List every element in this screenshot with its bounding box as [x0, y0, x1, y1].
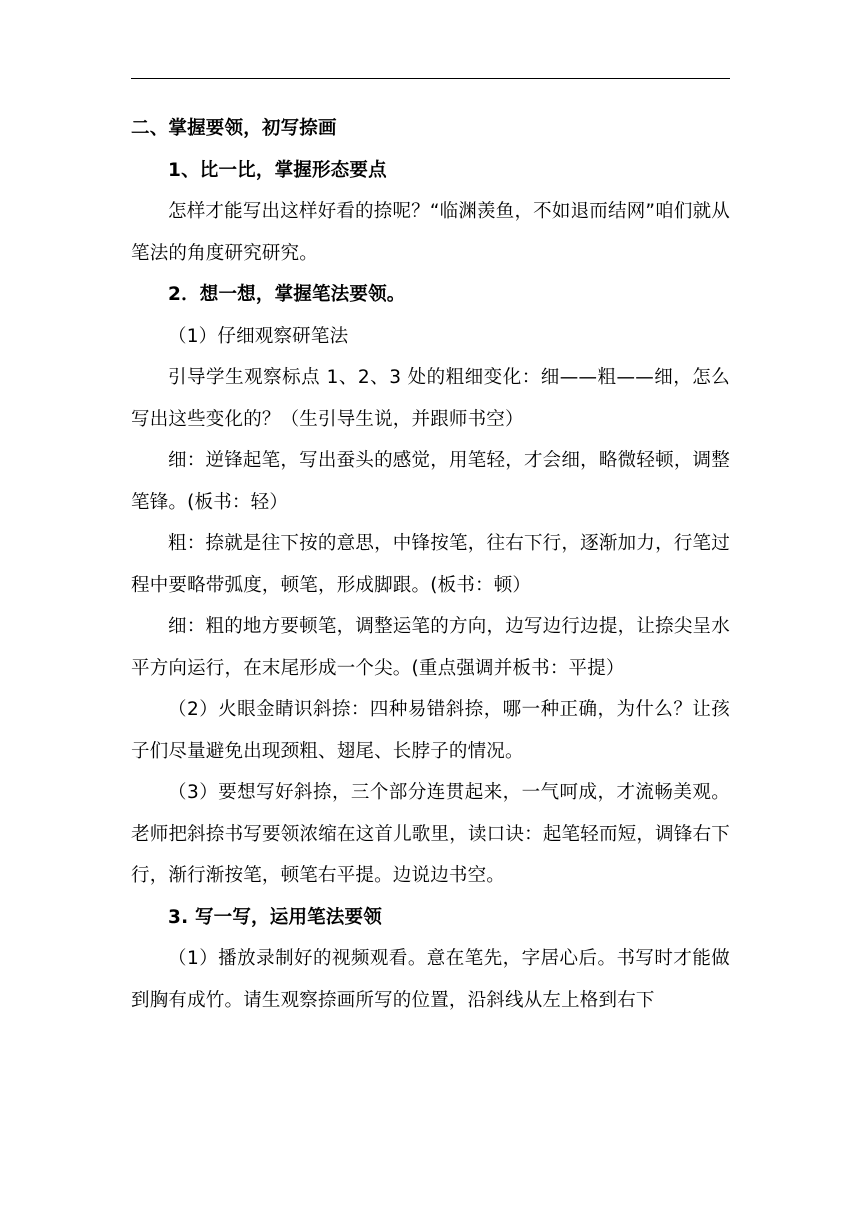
paragraph: （3）要想写好斜捺，三个部分连贯起来，一气呵成，才流畅美观。老师把斜捺书写要领浓缩在这首儿歌里，读口诀：起笔轻而短，调锋右下行，渐行渐按笔，顿笔右平提。边说边书空。 [131, 782, 730, 886]
paragraph: （2）火眼金睛识斜捺：四种易错斜捺，哪一种正确，为什么？让孩子们尽量避免出现颈粗、翅尾、长脖子的情况。 [131, 699, 730, 762]
header-rule [131, 78, 730, 79]
paragraph: 怎样才能写出这样好看的捺呢？“临渊羡鱼，不如退而结网”咱们就从笔法的角度研究研究。 [131, 201, 730, 264]
document-body [131, 108, 730, 1021]
paragraph: 2．想一想，掌握笔法要领。 [168, 284, 406, 305]
paragraph: （1）播放录制好的视频观看。意在笔先，字居心后。书写时才能做到胸有成竹。请生观察捺画所写的位置，沿斜线从左上格到右下 [131, 948, 730, 1011]
paragraph: 粗：捺就是往下按的意思，中锋按笔，往右下行，逐渐加力，行笔过程中要略带弧度，顿笔，形成脚跟。(板书：顿） [131, 533, 730, 596]
paragraph: 引导学生观察标点 1、2、3 处的粗细变化：细——粗——细，怎么写出这些变化的？（生引导生说，并跟师书空） [131, 367, 730, 430]
paragraph: 1、比一比，掌握形态要点 [168, 159, 387, 181]
paragraph: （1）仔细观察研笔法 [168, 325, 349, 347]
section-heading: 二、掌握要领，初写捺画 [131, 118, 337, 139]
paragraph: 细：逆锋起笔，写出蚕头的感觉，用笔轻，才会细，略微轻顿，调整笔锋。(板书：轻） [131, 450, 730, 513]
paragraph: 3. 写一写，运用笔法要领 [168, 906, 382, 928]
paragraph: 细：粗的地方要顿笔，调整运笔的方向，边写边行边提，让捺尖呈水平方向运行，在末尾形成一个尖。(重点强调并板书：平提） [131, 616, 730, 679]
